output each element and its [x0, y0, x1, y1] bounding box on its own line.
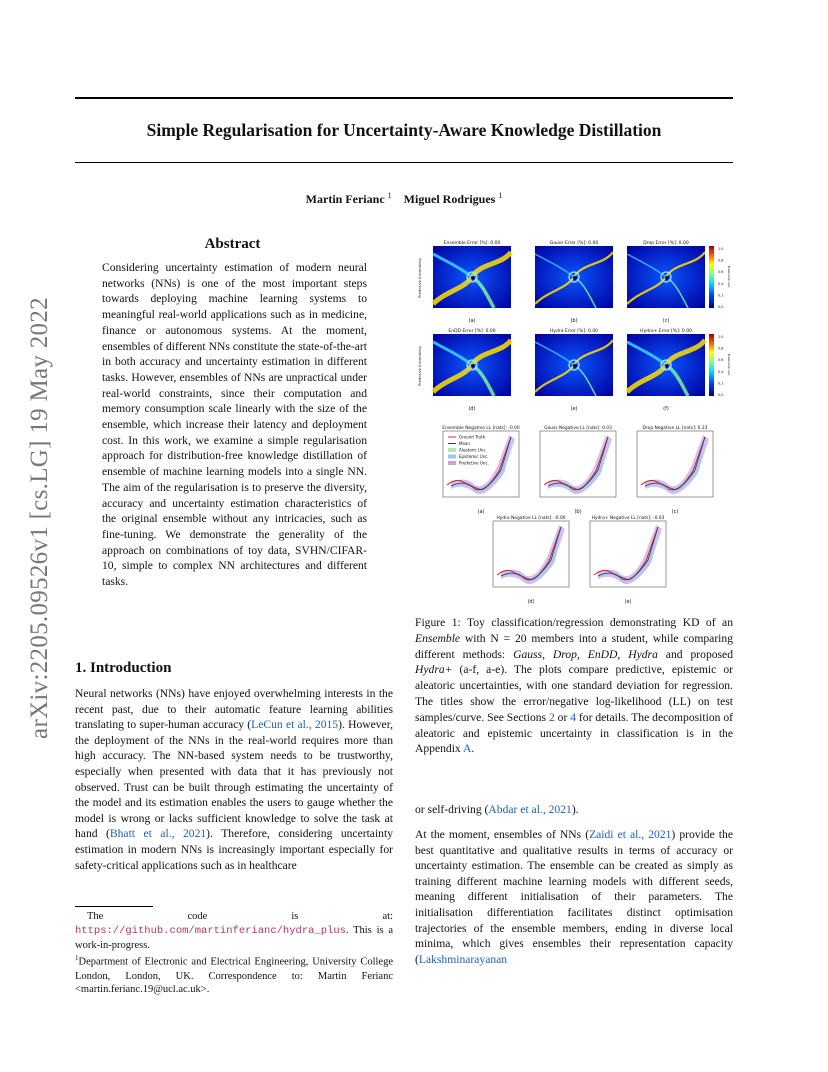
colorbar-label: Predictive Unc. — [727, 353, 731, 377]
figure-1 — [415, 236, 733, 610]
footnote-affiliation — [75, 952, 393, 997]
text-run: ). — [571, 803, 579, 816]
classification-panel — [433, 328, 511, 412]
regression-panel — [540, 425, 616, 515]
footnote-code — [75, 910, 393, 952]
panel-title: Hydra Error [%]: 0.00 — [549, 329, 599, 334]
arxiv-stamp — [22, 278, 52, 758]
colorbar-tick: 1.0 — [718, 247, 724, 251]
text-run: . — [471, 742, 475, 756]
panel-label: (a) — [468, 318, 476, 324]
regression-panel — [590, 515, 666, 605]
text-run: ) provide the best quantitative and qualitative results in terms of accuracy or uncertainty estimation. The ensemble can be created as simply as training different machine learning models with different seeds, meaning different initialisation of their parameters. The initialisation differentiation facilitates distinct optimisation trajectories of the ensemble members, ending in diverse local minima, which gives ensembles their representation capacity ( — [415, 828, 733, 966]
author-name: Martin Ferianc — [305, 192, 385, 206]
footnote-mark: 1 — [75, 954, 79, 963]
spiral-core — [471, 364, 475, 368]
text-run: Neural networks (NNs) have enjoyed overwhelming interests in the recent past, due to their automatic feature learning abilities translating to super-human accuracy ( — [75, 687, 393, 732]
paper-title: Simple Regularisation for Uncertainty-Aware Knowledge Distillation — [146, 120, 662, 140]
colorbar-gradient — [709, 246, 714, 308]
intro-paragraph — [415, 827, 733, 967]
panel-title: Drop Negative LL [nats]: 0.23 — [642, 426, 708, 431]
intro-paragraph — [75, 686, 393, 873]
citation-link[interactable]: Abdar et al., 2021 — [488, 803, 572, 816]
colorbar-tick: 0.2 — [718, 381, 724, 386]
text-run: The code is at: — [87, 911, 393, 922]
colorbar-tick: 0.8 — [718, 258, 724, 263]
classification-panel — [535, 240, 613, 324]
text-run: and proposed — [657, 647, 733, 661]
panel-title: EnDD Error [%]: 0.00 — [448, 329, 496, 334]
panel-label: (d) — [527, 599, 535, 605]
colorbar — [709, 334, 731, 397]
section-heading: 1. Introduction — [75, 660, 172, 676]
appendix-ref-link[interactable]: A — [462, 742, 472, 756]
text-run: Hydra+ — [415, 663, 453, 677]
text-run: ). Therefore, considering uncertainty estimation in modern NNs is increasingly important especially for safety-critical applications such as in healthcare — [75, 827, 393, 872]
panel-label: (b) — [574, 509, 582, 515]
author-list — [75, 191, 733, 207]
colorbar-tick: 0.0 — [718, 305, 724, 309]
spiral-core — [471, 276, 475, 280]
panel-label: (e) — [570, 406, 578, 412]
text-run: or — [554, 710, 571, 724]
text-run: for details. The decomposition of aleatoric and epistemic uncertainty in classification is in the Appendix — [415, 710, 733, 756]
classification-panel — [627, 328, 705, 412]
colorbar-tick: 0.4 — [718, 281, 724, 286]
legend-swatch — [448, 461, 456, 465]
legend-label: Aleatoric Unc. — [459, 447, 487, 453]
spiral-core — [573, 276, 577, 280]
citation-link[interactable]: Lakshminarayanan — [418, 952, 508, 966]
colorbar-tick: 1.0 — [718, 335, 724, 339]
colorbar-tick: 0.8 — [718, 346, 724, 351]
figure-caption — [415, 615, 733, 757]
text-run: with N = 20 members into a student, while comparing different methods: — [415, 631, 733, 661]
panel-title: Gauss Negative LL [nats]: 0.03 — [544, 426, 612, 431]
colorbar-gradient — [709, 334, 714, 396]
colorbar-tick: 0.6 — [718, 358, 724, 363]
legend-label: Predictive Unc. — [459, 460, 489, 466]
panel-label: (e) — [624, 599, 632, 605]
classification-panel — [627, 240, 705, 324]
footnotes — [75, 910, 393, 997]
text-run: (a-f, a-e). The plots compare predictive, epistemic or aleatoric uncertainties, with one standard deviation for regression. The titles show the error/negative log-likelihood (LL) on test samples/curve. See Sections — [415, 663, 733, 724]
panel-title: Ensemble Error [%]: 0.00 — [443, 241, 501, 246]
colorbar-tick: 0.2 — [718, 293, 724, 298]
panel-label: (a) — [477, 509, 485, 515]
citation-link[interactable]: LeCun et al., 2015 — [251, 718, 339, 732]
legend-label: Epistemic Unc. — [459, 454, 489, 459]
colorbar-label: Predictive Unc. — [727, 265, 731, 289]
text-run: Figure 1: Toy classification/regression demonstrating KD of an — [415, 616, 733, 629]
panel-label: (c) — [671, 509, 679, 515]
panel-label: (c) — [662, 318, 670, 324]
section-ref-link[interactable]: 2 — [548, 710, 555, 724]
text-run: . This is a work-in-progress. — [75, 924, 393, 951]
panel-label: (f) — [663, 406, 669, 412]
spiral-core — [665, 276, 669, 280]
panel-title: Ensemble Negative LL [nats]: -0.00 — [442, 426, 520, 431]
panel-title: Hydra Negative LL [nats]: -0.00 — [496, 516, 566, 521]
regression-panel — [637, 425, 713, 515]
text-run: Ensemble — [415, 631, 461, 645]
axis-label: Predictive Uncertainty — [418, 258, 422, 298]
title-bottom-rule — [75, 162, 733, 163]
citation-link[interactable]: Zaidi et al., 2021 — [589, 828, 672, 841]
section-ref-link[interactable]: 4 — [570, 710, 577, 724]
footnote-rule — [75, 906, 153, 907]
top-rule — [75, 97, 733, 99]
author-affiliation-mark: 1 — [498, 191, 503, 200]
colorbar-tick: 0.0 — [718, 393, 724, 397]
spiral-core — [665, 364, 669, 368]
colorbar-tick: 0.6 — [718, 270, 724, 275]
panel-label: (d) — [468, 406, 476, 412]
text-run: Department of Electronic and Electrical Engineering, University College London, London, UK. Correspondence to: Martin Ferianc <martin.ferianc.19@ucl.ac.uk>. — [75, 956, 393, 996]
colorbar — [709, 246, 731, 309]
text-run: At the moment, ensembles of NNs ( — [415, 828, 590, 841]
spiral-core — [573, 364, 577, 368]
abstract-heading: Abstract — [204, 236, 261, 252]
code-url-link[interactable]: https://github.com/martinferianc/hydra_plus — [75, 924, 346, 937]
colorbar-tick: 0.4 — [718, 369, 724, 374]
regression-panel — [493, 515, 569, 605]
citation-link[interactable]: Bhatt et al., 2021 — [109, 827, 207, 841]
author-affiliation-mark: 1 — [387, 191, 392, 200]
author-name: Miguel Rodrigues — [403, 192, 496, 206]
legend-label: Mean — [459, 441, 470, 446]
classification-panel — [433, 240, 511, 324]
text-run: ). However, the deployment of the NNs in the real-world requires more than high accuracy. The NN-based system needs to be trustworthy, especially when presented with data that it has previously not observed. Trust can be built through estimating the uncertainty of the model and its estimation enables the users to gauge whether the model is wrong or lacks sufficient knowledge to solve the task at hand ( — [75, 718, 393, 841]
legend-swatch — [448, 448, 456, 452]
axis-label: Predictive Uncertainty — [418, 346, 422, 386]
text-run: or self-driving ( — [415, 803, 489, 816]
panel-title: Hydra+ Error [%]: 0.00 — [640, 329, 692, 334]
classification-panel — [535, 328, 613, 412]
legend-swatch — [448, 455, 456, 459]
abstract-text: Considering uncertainty estimation of modern neural networks (NNs) is one of the most important steps towards deploying machine learning systems to meaningful real-world applications such as in medicine, finance or autonomous systems. At the moment, ensembles of different NNs constitute the state-of-the-art in both accuracy and uncertainty estimation in different tasks. However, ensembles of NNs are unpractical under real-world constraints, since their computation and memory consumption scale linearly with the size of the ensemble, which increase their latency and deployment cost. In this work, we examine a simple regularisation approach for distribution-free knowledge distillation of ensemble of machine learning models into a single NN. The aim of the regularisation is to preserve the diversity, accuracy and uncertainty estimation characteristics of the original ensemble without any intricacies, such as fine-tuning. We demonstrate the generality of the approach on combinations of toy data, SVHN/CIFAR-10, simple to complex NN architectures and different tasks. — [102, 261, 367, 589]
arxiv-id: arXiv:2205.09526v1 [cs.LG] 19 May 2022 — [26, 297, 53, 739]
legend-label: Ground Truth — [459, 434, 486, 440]
text-run: Gauss, Drop, EnDD, Hydra — [513, 647, 658, 661]
panel-label: (b) — [570, 318, 578, 324]
intro-paragraph-continued — [415, 802, 733, 818]
panel-title: Drop Error [%]: 0.00 — [643, 241, 689, 246]
panel-title: Hydra+ Negative LL [nats]: -0.03 — [591, 516, 665, 521]
panel-title: Gauss Error [%]: 0.00 — [549, 241, 599, 246]
